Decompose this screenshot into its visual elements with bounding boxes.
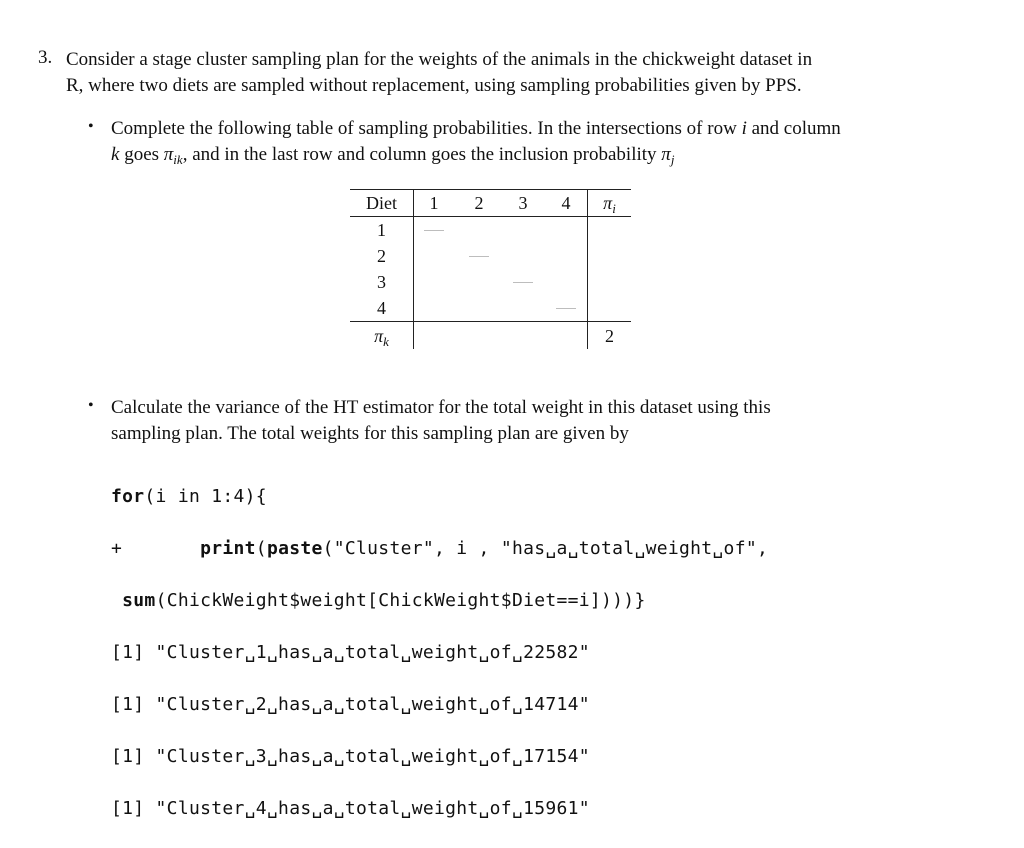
bullet-1-line-1-mid: and column	[746, 118, 841, 139]
table-col-header-3: 3	[518, 193, 528, 213]
table-row-label-1: 1	[377, 220, 386, 240]
diagonal-mark-3	[513, 282, 533, 283]
table-col-header-pi	[588, 190, 631, 216]
table-row-label-3: 3	[377, 272, 386, 292]
question-text	[66, 47, 972, 99]
code-continuation-prompt: +	[111, 538, 201, 559]
math-i: i	[741, 118, 747, 139]
table-col-header-4: 4	[561, 193, 571, 213]
bullet-1-line-2-post: , and in the last row and column goes the inclusion probability	[182, 144, 662, 165]
code-paren: (	[255, 538, 267, 559]
table-footer-rule	[350, 321, 631, 322]
math-pi-j: π	[661, 144, 671, 165]
bullet-1-marker: •	[88, 118, 94, 135]
question-line-1: Consider a stage cluster sampling plan for the weights of the animals in the chickweight dataset in	[66, 49, 813, 70]
math-pi-ik: π	[163, 144, 174, 165]
code-keyword-for: for	[111, 486, 145, 507]
footer-pi-symbol: π	[374, 326, 384, 346]
question-line-2: R, where two diets are sampled without replacement, using sampling probabilities given by PPS.	[66, 75, 802, 96]
table-corner-label: Diet	[366, 193, 397, 213]
bullet-2-marker: •	[88, 397, 94, 414]
diagonal-mark-1	[424, 230, 444, 231]
bullet-2-line-1: Calculate the variance of the HT estimator for the total weight in this dataset using this	[111, 397, 771, 418]
bullet-1-line-1	[111, 116, 973, 142]
bullet-1-line-1-pre: Complete the following table of sampling probabilities. In the intersections of row	[111, 118, 742, 139]
bullet-1-line-2	[111, 142, 973, 168]
bullet-1-line-2-mid: goes	[119, 144, 164, 165]
math-sub-ik: ik	[173, 152, 183, 167]
code-output-4: [1] "Cluster␣4␣has␣a␣total␣weight␣of␣15961"	[111, 798, 590, 819]
table-total-cell: 2	[605, 326, 614, 346]
table-row-label-pi	[350, 323, 413, 349]
table-col-header-1: 1	[429, 193, 439, 213]
code-line-1	[111, 484, 768, 510]
table-row-label-2: 2	[377, 246, 386, 266]
code-line-2-rest: ("Cluster", i , "has␣a␣total␣weight␣of",	[322, 538, 769, 559]
bullet-2-line-2: sampling plan. The total weights for this sampling plan are given by	[111, 423, 629, 444]
table-row-label-4: 4	[377, 298, 386, 318]
bullet-1-text	[111, 116, 973, 168]
diagonal-mark-4	[556, 308, 576, 309]
table-col-header-2: 2	[474, 193, 484, 213]
code-output-1: [1] "Cluster␣1␣has␣a␣total␣weight␣of␣22582"	[111, 642, 590, 663]
code-line-3-rest: (ChickWeight$weight[ChickWeight$Diet==i])))}	[155, 590, 646, 611]
bullet-2-text	[111, 395, 973, 447]
code-line-2	[111, 536, 768, 562]
code-keyword-paste: paste	[266, 538, 323, 559]
code-line-1-rest: (i in 1:4){	[144, 486, 267, 507]
header-pi-subscript: i	[612, 201, 616, 216]
diagonal-mark-2	[469, 256, 489, 257]
math-sub-j: j	[670, 152, 675, 167]
code-line-3	[111, 588, 768, 614]
math-k: k	[111, 144, 120, 165]
r-code-block	[111, 458, 768, 848]
probability-table	[350, 189, 631, 349]
code-output-3: [1] "Cluster␣3␣has␣a␣total␣weight␣of␣17154"	[111, 746, 590, 767]
code-output-2: [1] "Cluster␣2␣has␣a␣total␣weight␣of␣14714"	[111, 694, 590, 715]
code-keyword-sum: sum	[111, 590, 156, 611]
header-pi-symbol: π	[603, 193, 613, 213]
question-number: 3.	[38, 47, 53, 68]
code-keyword-print: print	[200, 538, 256, 559]
footer-pi-subscript: k	[383, 334, 389, 349]
